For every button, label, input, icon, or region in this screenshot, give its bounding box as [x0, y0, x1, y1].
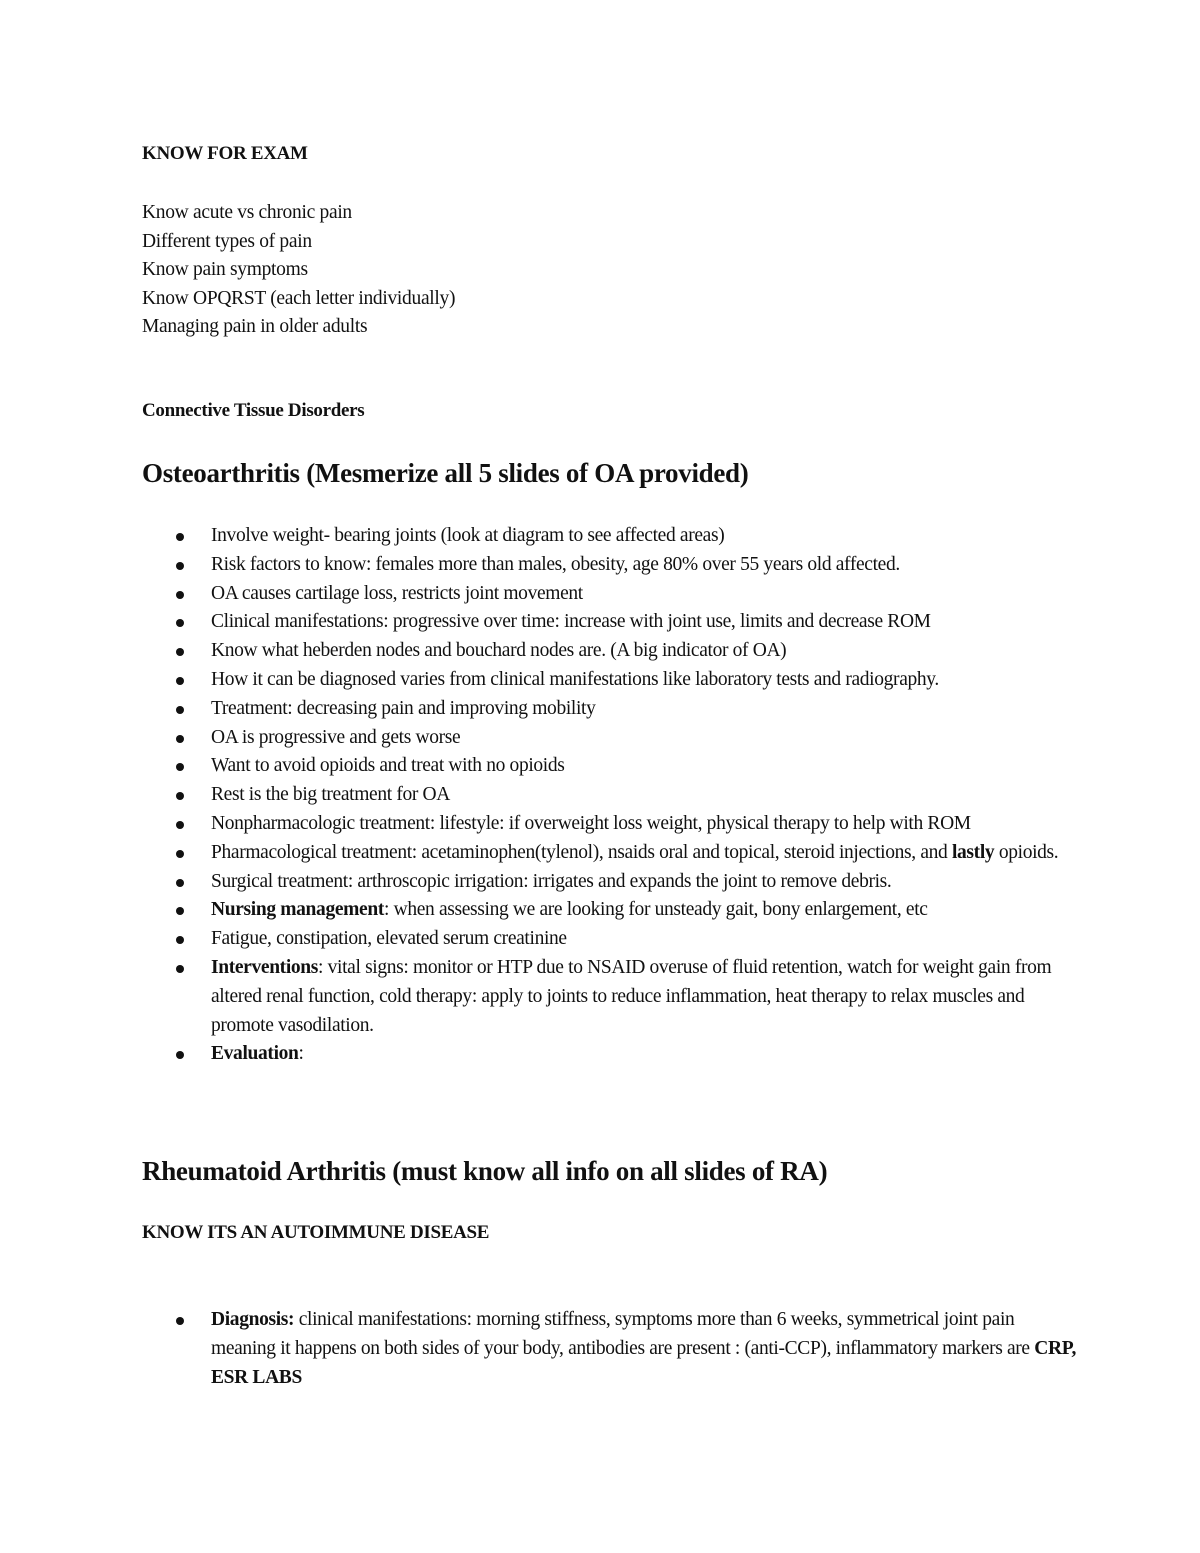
pharm-after: opioids. [994, 841, 1059, 863]
evaluation-text: : [298, 1043, 304, 1065]
bullet-icon [176, 562, 184, 570]
list-item [211, 781, 1081, 810]
list-item [211, 1306, 1081, 1392]
list-item [211, 810, 1081, 839]
evaluation-label: Evaluation [211, 1043, 299, 1065]
list-item-text: OA causes cartilage loss, restricts joint movement [211, 582, 583, 604]
pharm-bold: lastly [951, 841, 995, 863]
ra-heading: Rheumatoid Arthritis (must know all info on all slides of RA) [142, 1156, 828, 1186]
list-item [211, 724, 1081, 753]
bullet-icon [176, 879, 184, 887]
interventions-label: Interventions [211, 956, 319, 978]
list-item [211, 868, 1081, 897]
list-item [211, 839, 1081, 868]
bullet-icon [176, 735, 184, 743]
bullet-icon [176, 965, 184, 973]
list-item-text: Involve weight- bearing joints (look at diagram to see affected areas) [211, 525, 725, 546]
exam-heading: KNOW FOR EXAM [142, 143, 308, 164]
connective-tissue-heading: Connective Tissue Disorders [142, 400, 365, 421]
bullet-icon [176, 1051, 184, 1059]
list-item [211, 1040, 1081, 1069]
list-item [211, 925, 1081, 954]
oa-heading: Osteoarthritis (Mesmerize all 5 slides of OA provided) [142, 458, 749, 488]
bullet-icon [176, 706, 184, 714]
list-item [211, 666, 1081, 695]
list-item-text: Know what heberden nodes and bouchard nodes are. (A big indicator of OA) [211, 640, 787, 662]
bullet-icon [176, 619, 184, 627]
list-item [211, 896, 1081, 925]
bullet-icon [176, 591, 184, 599]
list-item-text: How it can be diagnosed varies from clinical manifestations like laboratory tests and radiography. [211, 668, 939, 690]
bullet-icon [176, 763, 184, 771]
nursing-text: : when assessing we are looking for unsteady gait, bony enlargement, etc [384, 899, 928, 921]
diagnosis-text: clinical manifestations: morning stiffness, symptoms more than 6 weeks, symmetrical joint pain meaning it happens on both sides of your body, antibodies are present : (anti-CCP), inflammatory markers are [211, 1309, 1035, 1359]
bullet-icon [176, 907, 184, 915]
bullet-icon [176, 533, 184, 541]
list-item-text: Nonpharmacologic treatment: lifestyle: if overweight loss weight, physical therapy to help with ROM [211, 812, 971, 834]
exam-item: Know OPQRST (each letter individually) [142, 287, 456, 309]
list-item [211, 580, 1081, 609]
bullet-icon [176, 850, 184, 858]
exam-item: Managing pain in older adults [142, 316, 368, 337]
list-item-text: Treatment: decreasing pain and improving mobility [211, 697, 596, 719]
nursing-label: Nursing management [211, 899, 384, 921]
list-item-text: Clinical manifestations: progressive over time: increase with joint use, limits and decrease ROM [211, 611, 931, 633]
oa-bullet-list [211, 522, 1081, 1069]
ra-bullet-list [211, 1306, 1081, 1392]
exam-item: Know pain symptoms [142, 259, 308, 280]
ra-subheading: KNOW ITS AN AUTOIMMUNE DISEASE [142, 1222, 490, 1243]
exam-item: Different types of pain [142, 230, 312, 252]
bullet-icon [176, 677, 184, 685]
list-item-text: OA is progressive and gets worse [211, 726, 461, 748]
list-item [211, 695, 1081, 724]
list-item [211, 954, 1081, 1040]
exam-item: Know acute vs chronic pain [142, 202, 352, 223]
list-item [211, 637, 1081, 666]
list-item [211, 522, 1081, 551]
diagnosis-label: Diagnosis: [211, 1309, 295, 1330]
list-item [211, 551, 1081, 580]
bullet-icon [176, 821, 184, 829]
exam-list [142, 199, 455, 342]
list-item [211, 608, 1081, 637]
bullet-icon [176, 792, 184, 800]
diagnosis-labs: CRP, ESR LABS [211, 1337, 1077, 1388]
list-item-text: Want to avoid opioids and treat with no opioids [211, 755, 565, 777]
bullet-icon [176, 1317, 184, 1325]
list-item-text: Rest is the big treatment for OA [211, 784, 450, 806]
bullet-icon [176, 648, 184, 656]
list-item [211, 752, 1081, 781]
list-item-text: Risk factors to know: females more than males, obesity, age 80% over 55 years old affected. [211, 553, 900, 575]
list-item-text: Surgical treatment: arthroscopic irrigation: irrigates and expands the joint to remove debris. [211, 870, 892, 892]
interventions-text: : vital signs: monitor or HTP due to NSAID overuse of fluid retention, watch for weight gain from altered renal function, cold therapy: apply to joints to reduce inflammation, heat therapy to relax muscles and promote vasodilation. [211, 956, 1052, 1036]
list-item-text: Fatigue, constipation, elevated serum creatinine [211, 928, 567, 950]
bullet-icon [176, 936, 184, 944]
pharm-text: Pharmacological treatment: acetaminophen(tylenol), nsaids oral and topical, steroid injections, and [211, 841, 952, 863]
